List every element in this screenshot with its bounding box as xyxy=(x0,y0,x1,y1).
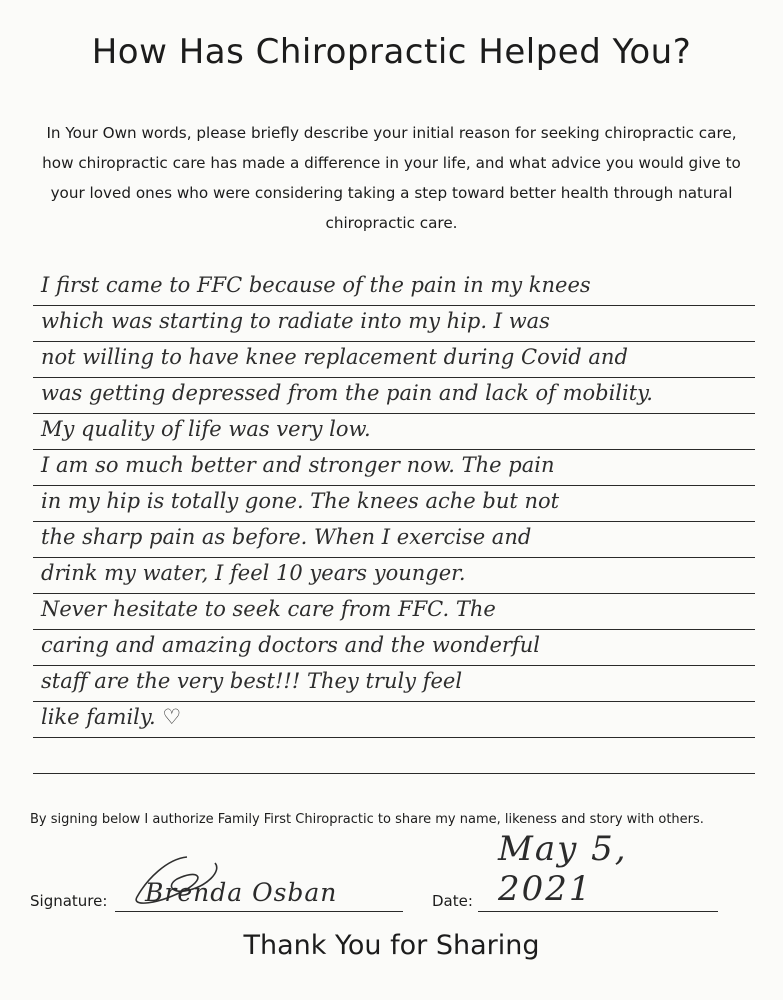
signature-label: Signature: xyxy=(30,892,108,910)
response-line: the sharp pain as before. When I exercise and xyxy=(33,522,755,558)
handwritten-response xyxy=(33,250,755,774)
response-line: drink my water, I feel 10 years younger. xyxy=(33,558,755,594)
response-line: not willing to have knee replacement during Covid and xyxy=(33,342,755,378)
response-line: caring and amazing doctors and the wonderful xyxy=(33,630,755,666)
response-line xyxy=(33,738,755,774)
response-line: Never hesitate to seek care from FFC. The xyxy=(33,594,755,630)
date-value: May 5, 2021 xyxy=(498,829,628,909)
signature-row xyxy=(30,829,753,922)
response-line: was getting depressed from the pain and lack of mobility. xyxy=(33,378,755,414)
signature-name: Brenda Osban xyxy=(145,878,338,907)
date-field xyxy=(478,829,718,912)
date-label: Date: xyxy=(432,892,473,910)
form-title: How Has Chiropractic Helped You? xyxy=(91,32,692,72)
response-line: which was starting to radiate into my hip. I was xyxy=(33,306,755,342)
signature-field xyxy=(115,871,403,912)
consent-statement: By signing below I authorize Family First Chiropractic to share my name, likeness and story with others. xyxy=(30,812,704,827)
response-line: I first came to FFC because of the pain in my knees xyxy=(33,270,755,306)
form-instructions: In Your Own words, please briefly describe your initial reason for seeking chiropractic care, how chiropractic care has made a difference in your life, and what advice you would give to your loved ones who were considering taking a step toward better health through natural chiropractic care. xyxy=(42,124,741,232)
response-line: like family. ♡ xyxy=(33,702,755,738)
closing-message: Thank You for Sharing xyxy=(243,930,540,961)
response-line: in my hip is totally gone. The knees ache but not xyxy=(33,486,755,522)
response-line: My quality of life was very low. xyxy=(33,414,755,450)
response-line: I am so much better and stronger now. The pain xyxy=(33,450,755,486)
response-line: staff are the very best!!! They truly feel xyxy=(33,666,755,702)
